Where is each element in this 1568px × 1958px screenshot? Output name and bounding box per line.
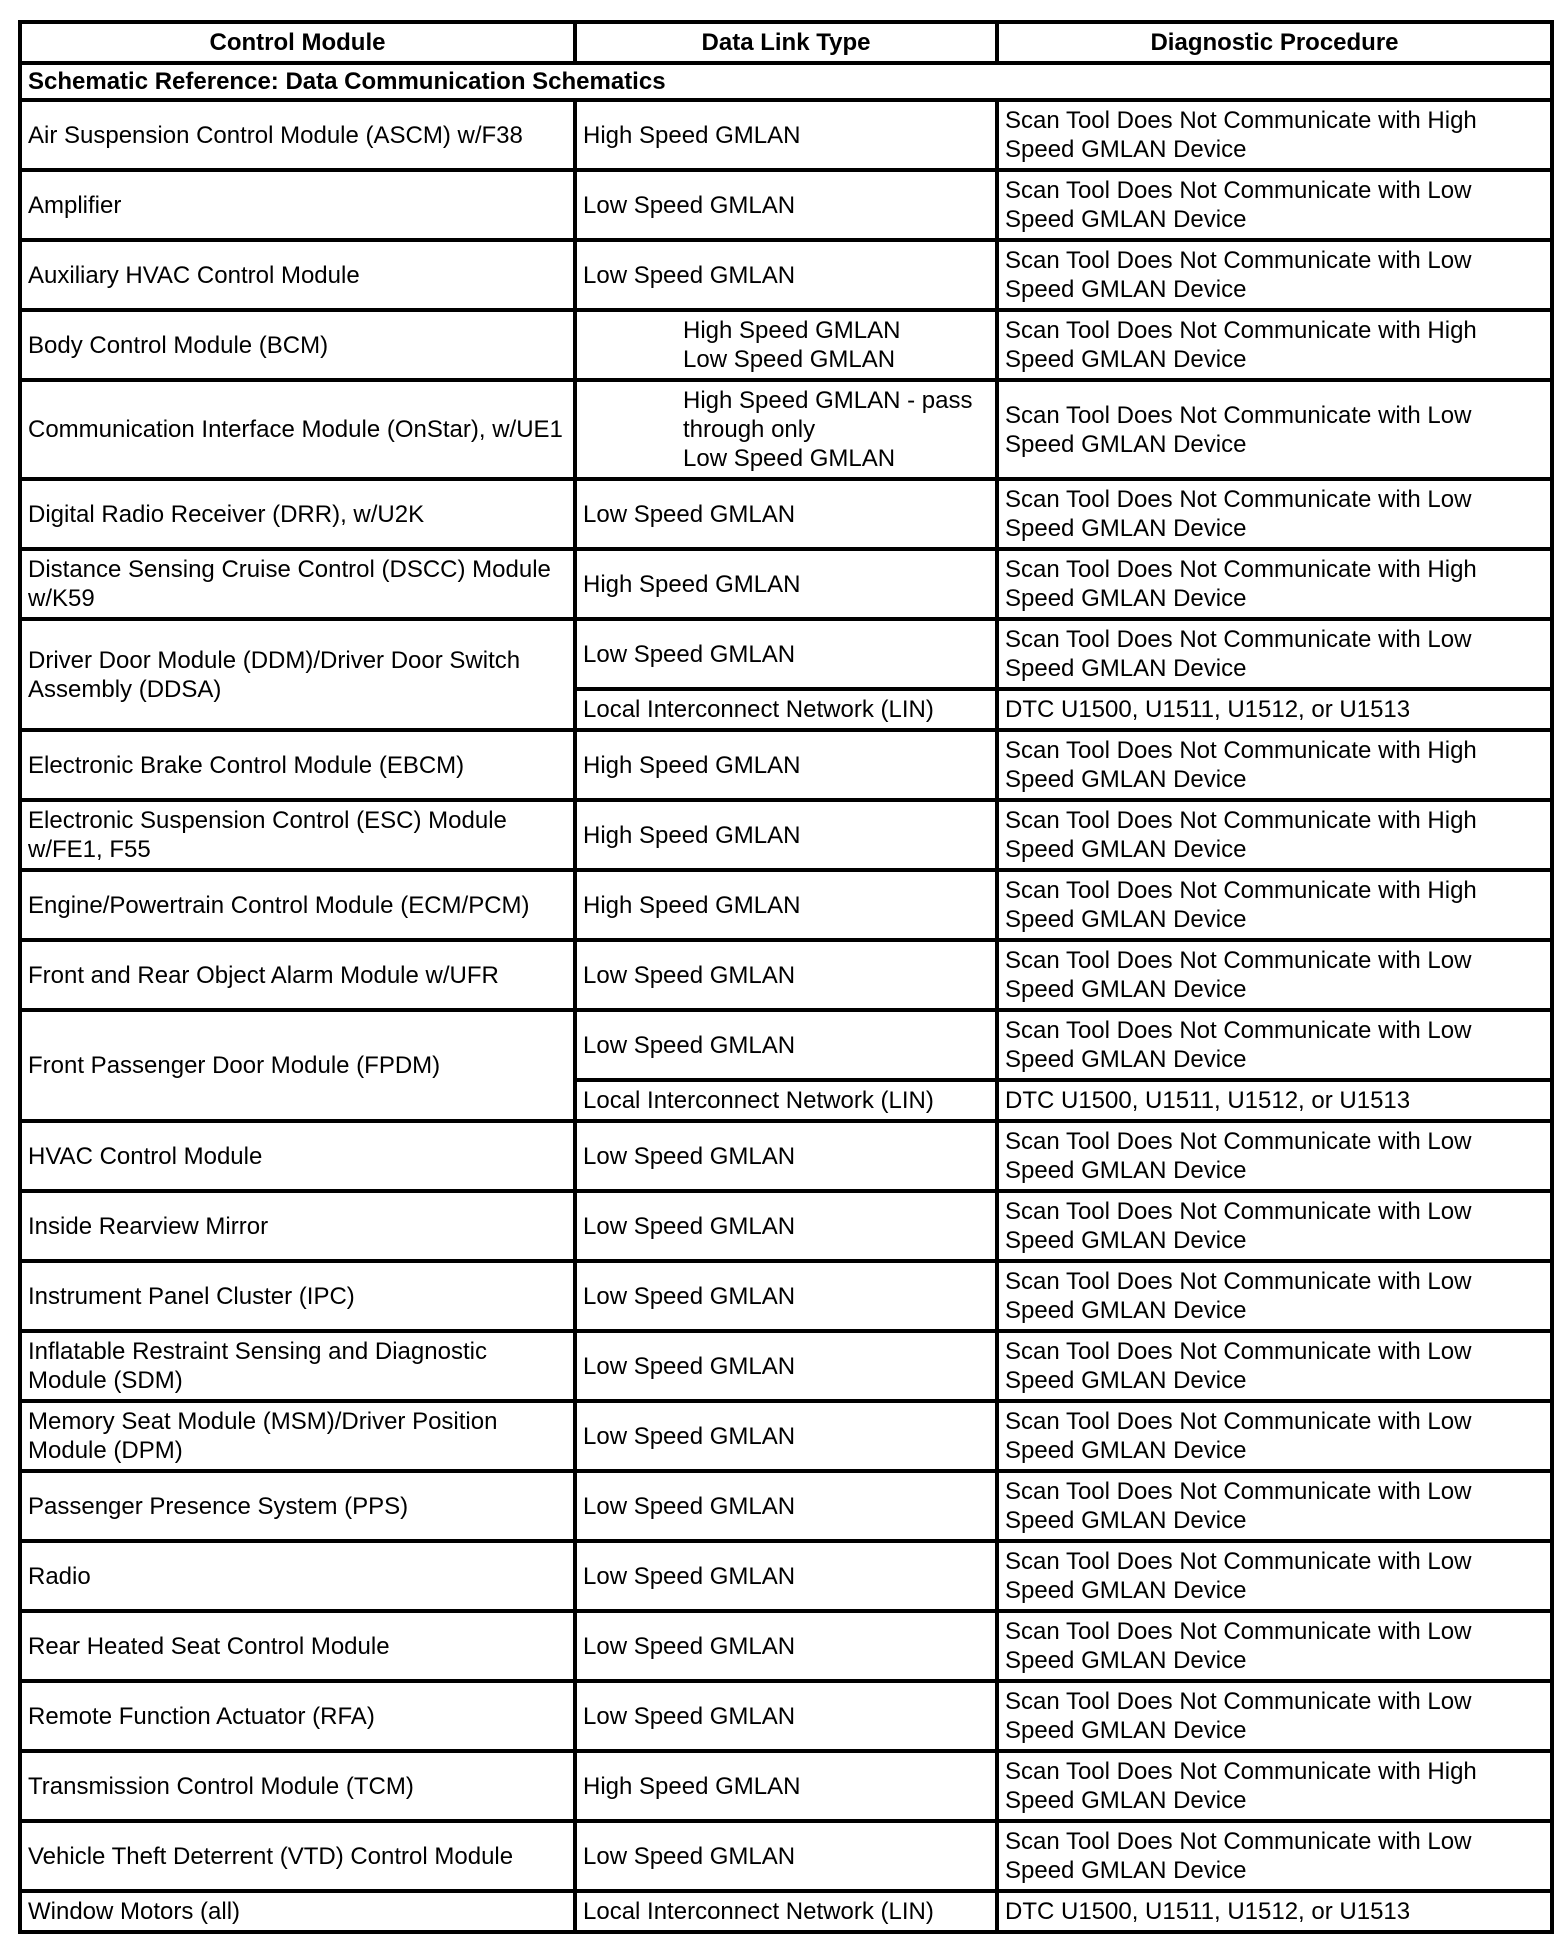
table-row (20, 1331, 1552, 1401)
data-link-type-cell: Low Speed GMLAN (575, 170, 997, 240)
diagnostic-procedure-cell: Scan Tool Does Not Communicate with High Speed GMLAN Device (997, 1751, 1552, 1821)
table-row (20, 1821, 1552, 1891)
diagnostic-procedure-cell: DTC U1500, U1511, U1512, or U1513 (997, 1080, 1552, 1121)
control-module-cell: Front Passenger Door Module (FPDM) (20, 1010, 575, 1121)
data-link-type-cell: High Speed GMLAN (575, 100, 997, 170)
control-module-cell: Window Motors (all) (20, 1891, 575, 1932)
control-module-cell: Vehicle Theft Deterrent (VTD) Control Module (20, 1821, 575, 1891)
diagnostic-procedure-cell: Scan Tool Does Not Communicate with Low Speed GMLAN Device (997, 1261, 1552, 1331)
table-row (20, 619, 1552, 689)
table-row (20, 800, 1552, 870)
data-link-type-cell: Low Speed GMLAN (575, 1331, 997, 1401)
control-module-cell: Rear Heated Seat Control Module (20, 1611, 575, 1681)
control-module-cell: Passenger Presence System (PPS) (20, 1471, 575, 1541)
data-link-type-cell: Local Interconnect Network (LIN) (575, 1891, 997, 1932)
control-module-cell: Engine/Powertrain Control Module (ECM/PCM) (20, 870, 575, 940)
table-row (20, 1541, 1552, 1611)
diagnostic-procedure-cell: Scan Tool Does Not Communicate with Low Speed GMLAN Device (997, 619, 1552, 689)
data-link-type-cell: Low Speed GMLAN (575, 1401, 997, 1471)
diagnostic-procedure-cell: Scan Tool Does Not Communicate with Low Speed GMLAN Device (997, 1611, 1552, 1681)
data-link-type-cell: Low Speed GMLAN (575, 1541, 997, 1611)
diagnostic-procedure-cell: Scan Tool Does Not Communicate with High Speed GMLAN Device (997, 730, 1552, 800)
data-link-type-cell: High Speed GMLAN (575, 730, 997, 800)
data-link-type-cell: Low Speed GMLAN (575, 1681, 997, 1751)
table-row (20, 1681, 1552, 1751)
data-link-type-line: High Speed GMLAN (683, 317, 901, 344)
table-row (20, 310, 1552, 380)
table-row (20, 240, 1552, 310)
diagnostic-procedure-cell: Scan Tool Does Not Communicate with Low Speed GMLAN Device (997, 1471, 1552, 1541)
control-module-cell: Distance Sensing Cruise Control (DSCC) Module w/K59 (20, 549, 575, 619)
data-link-type-cell: Low Speed GMLAN (575, 940, 997, 1010)
table-row (20, 1611, 1552, 1681)
diagnostic-procedure-cell: Scan Tool Does Not Communicate with High Speed GMLAN Device (997, 100, 1552, 170)
table-row (20, 1891, 1552, 1932)
data-link-type-cell: Low Speed GMLAN (575, 1821, 997, 1891)
diagnostic-procedure-cell: Scan Tool Does Not Communicate with Low Speed GMLAN Device (997, 1010, 1552, 1080)
control-module-cell: Memory Seat Module (MSM)/Driver Position Module (DPM) (20, 1401, 575, 1471)
table-row (20, 1471, 1552, 1541)
table-row (20, 1401, 1552, 1471)
diagnostic-procedure-cell: Scan Tool Does Not Communicate with Low Speed GMLAN Device (997, 1401, 1552, 1471)
schematic-reference: Schematic Reference: Data Communication Schematics (20, 63, 1552, 100)
data-link-type-cell: High Speed GMLAN (575, 1751, 997, 1821)
control-module-cell: Instrument Panel Cluster (IPC) (20, 1261, 575, 1331)
data-link-type-cell: High Speed GMLAN (575, 549, 997, 619)
control-module-cell: Communication Interface Module (OnStar), w/UE1 (20, 380, 575, 479)
data-link-table (18, 20, 1554, 1934)
table-row (20, 170, 1552, 240)
diagnostic-procedure-cell: Scan Tool Does Not Communicate with Low Speed GMLAN Device (997, 479, 1552, 549)
data-link-type-line: Low Speed GMLAN (683, 445, 896, 472)
diagnostic-procedure-cell: Scan Tool Does Not Communicate with Low Speed GMLAN Device (997, 1331, 1552, 1401)
table-row (20, 1010, 1552, 1080)
data-link-type-cell: Low Speed GMLAN (575, 240, 997, 310)
control-module-cell: Driver Door Module (DDM)/Driver Door Switch Assembly (DDSA) (20, 619, 575, 730)
control-module-cell: Inflatable Restraint Sensing and Diagnostic Module (SDM) (20, 1331, 575, 1401)
table-row (20, 479, 1552, 549)
data-link-type-cell: Low Speed GMLAN (575, 1121, 997, 1191)
control-module-cell: Front and Rear Object Alarm Module w/UFR (20, 940, 575, 1010)
diagnostic-procedure-cell: Scan Tool Does Not Communicate with Low Speed GMLAN Device (997, 1121, 1552, 1191)
diagnostic-procedure-cell: Scan Tool Does Not Communicate with Low Speed GMLAN Device (997, 1191, 1552, 1261)
data-link-type-cell: High Speed GMLAN (575, 870, 997, 940)
diagnostic-procedure-cell: Scan Tool Does Not Communicate with Low Speed GMLAN Device (997, 1821, 1552, 1891)
diagnostic-procedure-cell: Scan Tool Does Not Communicate with High Speed GMLAN Device (997, 870, 1552, 940)
table-row (20, 549, 1552, 619)
diagnostic-procedure-cell: Scan Tool Does Not Communicate with Low Speed GMLAN Device (997, 1541, 1552, 1611)
data-link-type-cell: High Speed GMLAN (575, 800, 997, 870)
control-module-cell: HVAC Control Module (20, 1121, 575, 1191)
header-diagnostic-procedure: Diagnostic Procedure (997, 22, 1552, 63)
control-module-cell: Radio (20, 1541, 575, 1611)
data-link-type-cell: Low Speed GMLAN (575, 619, 997, 689)
data-link-type-cell (575, 380, 997, 479)
diagnostic-procedure-cell: DTC U1500, U1511, U1512, or U1513 (997, 689, 1552, 730)
table-row (20, 1121, 1552, 1191)
diagnostic-procedure-cell: DTC U1500, U1511, U1512, or U1513 (997, 1891, 1552, 1932)
control-module-cell: Inside Rearview Mirror (20, 1191, 575, 1261)
table-row (20, 870, 1552, 940)
control-module-cell: Auxiliary HVAC Control Module (20, 240, 575, 310)
control-module-cell: Electronic Suspension Control (ESC) Module w/FE1, F55 (20, 800, 575, 870)
diagnostic-procedure-cell: Scan Tool Does Not Communicate with High Speed GMLAN Device (997, 310, 1552, 380)
data-link-type-cell: Low Speed GMLAN (575, 1261, 997, 1331)
control-module-cell: Transmission Control Module (TCM) (20, 1751, 575, 1821)
table-row (20, 1191, 1552, 1261)
diagnostic-procedure-cell: Scan Tool Does Not Communicate with High Speed GMLAN Device (997, 549, 1552, 619)
data-link-type-line: High Speed GMLAN - pass through only (683, 387, 973, 443)
control-module-cell: Amplifier (20, 170, 575, 240)
control-module-cell: Body Control Module (BCM) (20, 310, 575, 380)
data-link-type-cell: Low Speed GMLAN (575, 1471, 997, 1541)
header-control-module: Control Module (20, 22, 575, 63)
diagnostic-procedure-cell: Scan Tool Does Not Communicate with Low Speed GMLAN Device (997, 170, 1552, 240)
diagnostic-procedure-cell: Scan Tool Does Not Communicate with Low Speed GMLAN Device (997, 940, 1552, 1010)
section-row (20, 63, 1552, 100)
data-link-type-cell: Local Interconnect Network (LIN) (575, 1080, 997, 1121)
diagnostic-procedure-cell: Scan Tool Does Not Communicate with Low Speed GMLAN Device (997, 240, 1552, 310)
table-row (20, 1751, 1552, 1821)
data-link-type-cell: Low Speed GMLAN (575, 479, 997, 549)
control-module-cell: Air Suspension Control Module (ASCM) w/F38 (20, 100, 575, 170)
diagnostic-procedure-cell: Scan Tool Does Not Communicate with Low Speed GMLAN Device (997, 1681, 1552, 1751)
data-link-type-cell: Local Interconnect Network (LIN) (575, 689, 997, 730)
data-link-type-line: Low Speed GMLAN (683, 346, 896, 373)
table-row (20, 1261, 1552, 1331)
header-data-link-type: Data Link Type (575, 22, 997, 63)
table-row (20, 100, 1552, 170)
table-row (20, 940, 1552, 1010)
data-link-type-cell: Low Speed GMLAN (575, 1191, 997, 1261)
diagnostic-procedure-cell: Scan Tool Does Not Communicate with High Speed GMLAN Device (997, 800, 1552, 870)
header-row (20, 22, 1552, 63)
diagnostic-procedure-cell: Scan Tool Does Not Communicate with Low Speed GMLAN Device (997, 380, 1552, 479)
control-module-cell: Remote Function Actuator (RFA) (20, 1681, 575, 1751)
data-link-type-cell: Low Speed GMLAN (575, 1010, 997, 1080)
table-row (20, 730, 1552, 800)
data-link-type-cell (575, 310, 997, 380)
control-module-cell: Digital Radio Receiver (DRR), w/U2K (20, 479, 575, 549)
control-module-cell: Electronic Brake Control Module (EBCM) (20, 730, 575, 800)
data-link-type-cell: Low Speed GMLAN (575, 1611, 997, 1681)
table-row (20, 380, 1552, 479)
